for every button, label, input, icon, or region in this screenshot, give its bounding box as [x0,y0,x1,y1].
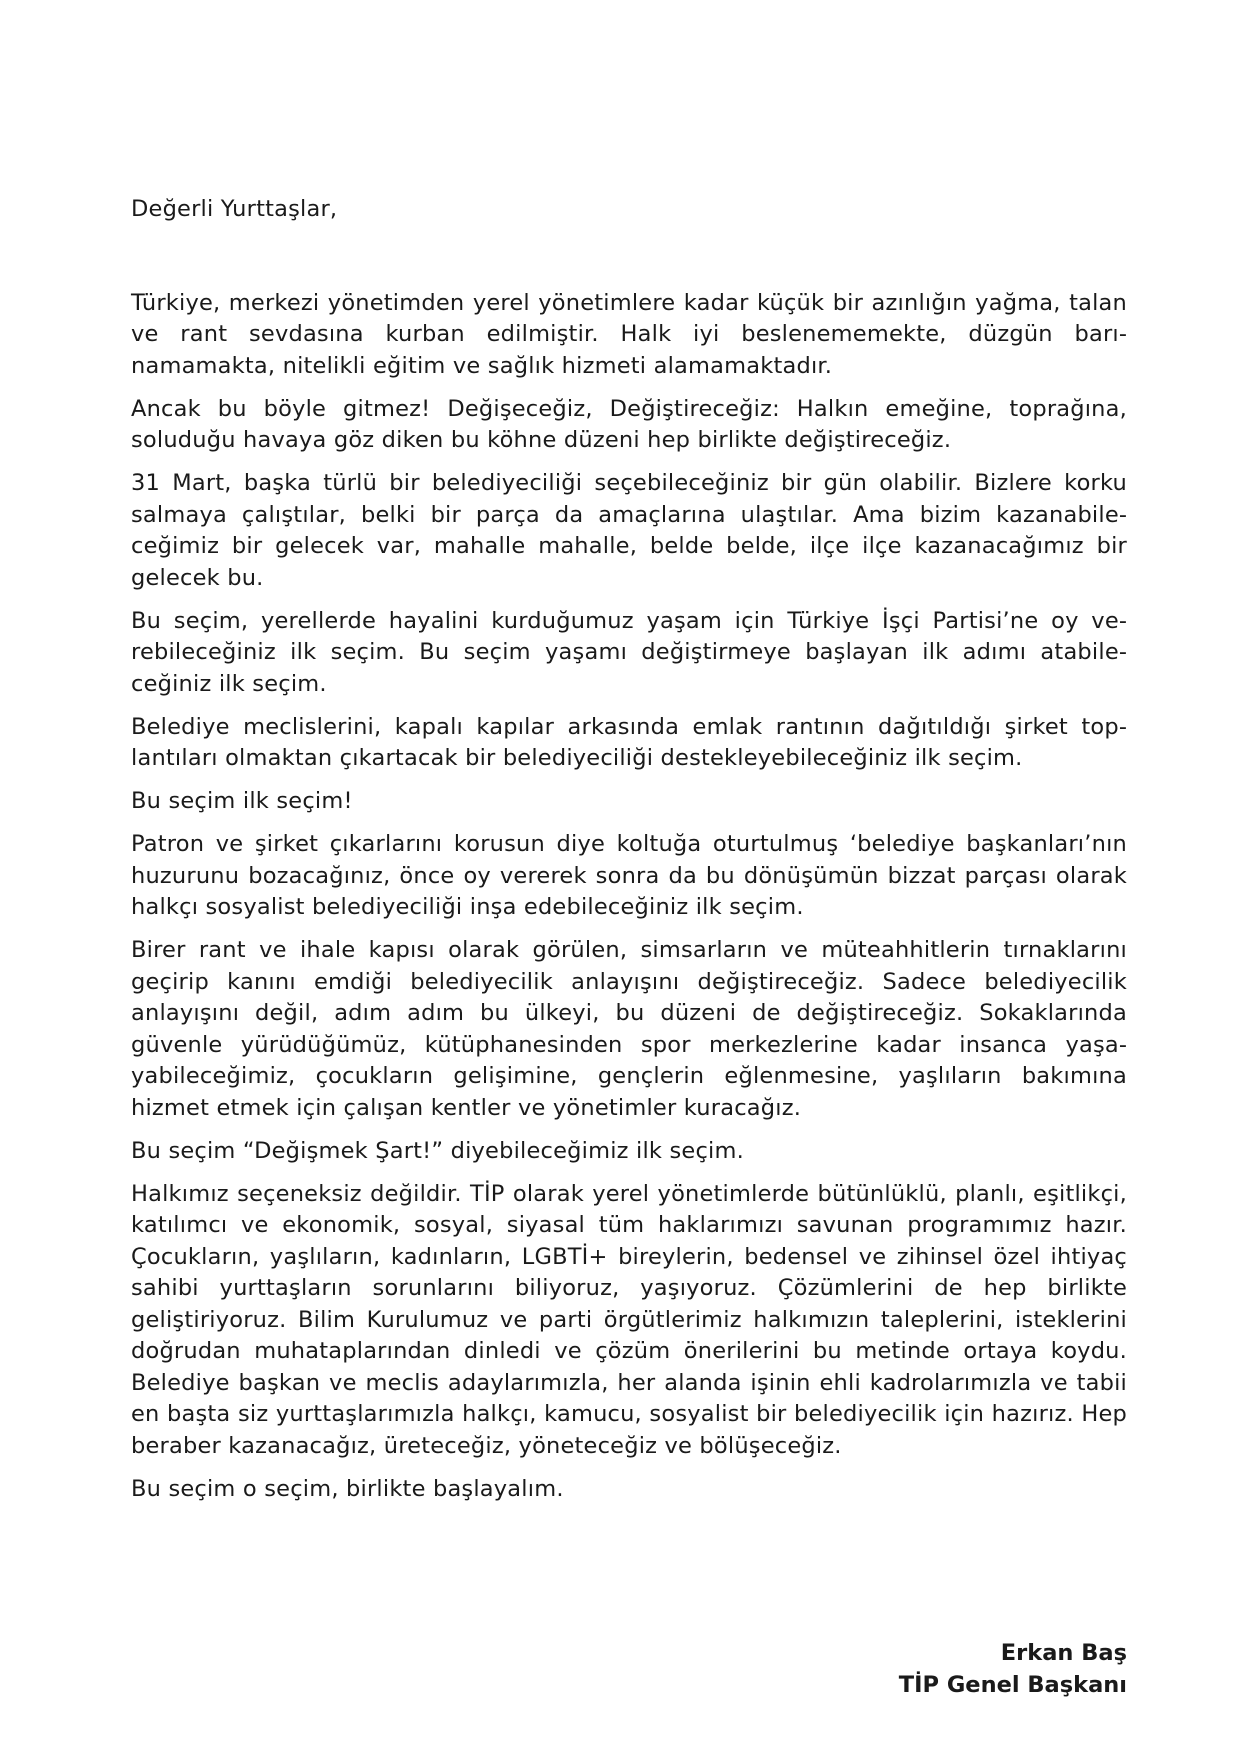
salutation: Değerli Yurttaşlar, [131,196,338,222]
paragraph: Bu seçim ilk seçim! [131,788,353,814]
signature-name: Erkan Baş [1000,1640,1127,1666]
paragraph: Bu seçim o seçim, birlikte başlayalım. [131,1475,564,1502]
paragraph: Ancak bu böyle gitmez! Değişeceğiz, Değiştireceğiz: Halkın emeğine, toprağına, soluduğu havaya göz diken bu köhne düzeni hep birlikte değiştireceğiz. [131,395,1127,453]
paragraph: Birer rant ve ihale kapısı olarak görülen, simsarların ve müteahhitlerin tırnaklarını geçirip kanını emdiği belediyecilik anlayışını değiştireceğiz. Sadece belediyecilik anlayışını değil, adım adım bu ülkeyi, bu düzeni de değiştireceğiz. Sokaklarında güvenle yürüdüğümüz, kütüphanesinden spor merkezlerine kadar insanca yaşayabileceğimiz, çocukların gelişimine, gençlerin eğlenmesine, yaşlıların bakımına hizmet etmek için çalışan kentler ve yönetimler kuracağız. [131,937,1127,1121]
letter-body [131,194,1127,1517]
paragraph: Bu seçim, yerellerde hayalini kurduğumuz yaşam için Türkiye İşçi Partisi’ne oy verebileceğiniz ilk seçim. Bu seçim yaşamı değiştirmeye başlayan ilk adımı atabileceğiniz ilk seçim. [131,607,1127,697]
paragraph: Bu seçim “Değişmek Şart!” diyebileceğimiz ilk seçim. [131,1137,744,1164]
paragraph: Patron ve şirket çıkarlarını korusun diye koltuğa oturtulmuş ‘belediye başkanları’nın huzurunu bozacağınız, önce oy vererek sonra da bu dönüşümün bizzat parçası olarak halkçı sosyalist belediyeciliği inşa edebileceğiniz ilk seçim. [131,831,1127,920]
paragraph: Halkımız seçeneksiz değildir. TİP olarak yerel yönetimlerde bütünlüklü, planlı, eşitlikçi, katılımcı ve ekonomik, sosyal, siyasal tüm haklarımızı savunan programımız hazır. Çocukların, yaşlıların, kadınların, LGBTİ+ bireylerin, bedensel ve zihinsel özel ihtiyaç sahibi yurttaşların sorunlarını biliyoruz, yaşıyoruz. Çözümlerini de hep birlikte geliştiriyoruz. Bilim Kurulumuz ve parti örgütlerimiz halkımızın taleplerini, isteklerini doğrudan muhataplarından dinledi ve çözüm önerilerini bu metinde ortaya koydu. Belediye başkan ve meclis adaylarımızla, her alanda işinin ehli kadrolarımızla ve tabii en başta siz yurttaşlarımızla halkçı, kamucu, sosyalist bir belediyecilik için hazırız. Hep beraber kazanacağız, üreteceğiz, yöneteceğiz ve bölüşeceğiz. [131,1180,1127,1459]
signature-title: TİP Genel Başkanı [898,1672,1127,1698]
signature-block [899,1637,1127,1701]
paragraph: Belediye meclislerini, kapalı kapılar arkasında emlak rantının dağıtıldığı şirket toplantıları olmaktan çıkartacak bir belediyeciliği destekleyebileceğiniz ilk seçim. [131,713,1127,771]
paragraph: Türkiye, merkezi yönetimden yerel yönetimlere kadar küçük bir azınlığın yağma, talan ve rant sevdasına kurban edilmiştir. Halk iyi beslenememekte, düzgün barınamamakta, nitelikli eğitim ve sağlık hizmeti alamamaktadır. [131,289,1127,379]
paragraph: 31 Mart, başka türlü bir belediyeciliği seçebileceğiniz bir gün olabilir. Bizlere korku salmaya çalıştılar, belki bir parça da amaçlarına ulaştılar. Ama bizim kazanabileceğimiz bir gelecek var, mahalle mahalle, belde belde, ilçe ilçe kazanacağımız bir gelecek bu. [131,470,1127,591]
